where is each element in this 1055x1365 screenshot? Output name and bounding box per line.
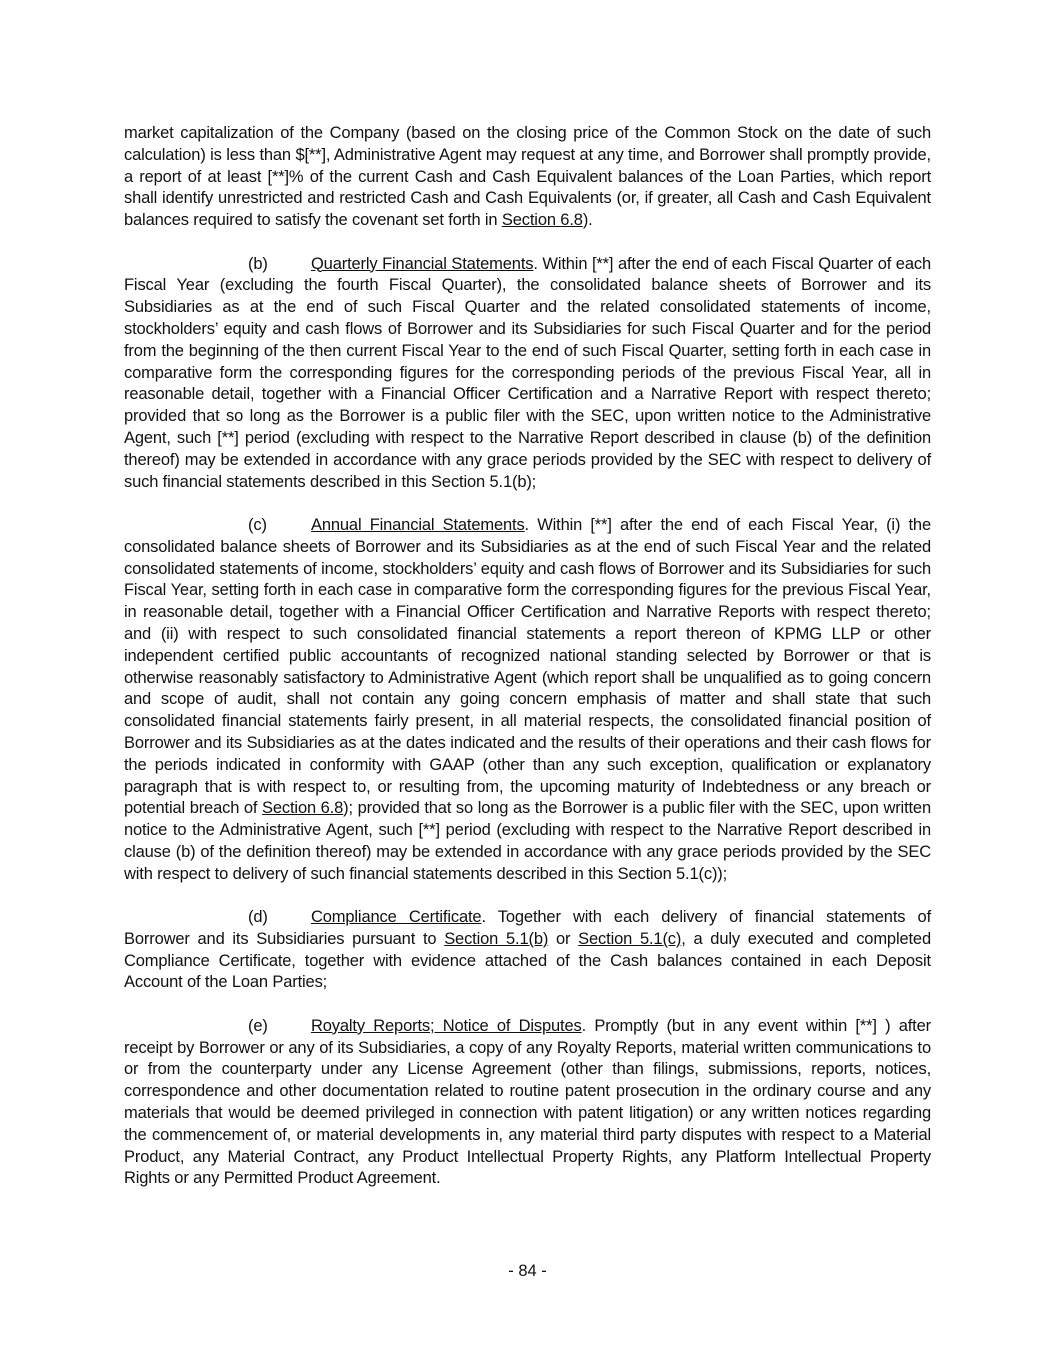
section-c-label: (c) xyxy=(248,515,267,534)
section-b-body: . Within [**] after the end of each Fiscal Quarter of each Fiscal Year (excluding the fourth Fiscal Quarter), the consolidated balance sheets of Borrower and its Subsidiaries as at the end of such Fiscal Quarter and the related consolidated statements of income, stockholders’ equity and cash flows of Borrower and its Subsidiaries for such Fiscal Quarter and for the period from the beginning of the then current Fiscal Year to the end of such Fiscal Quarter, setting forth in each case in comparative form the corresponding figures for the corresponding periods of the previous Fiscal Year, all in reasonable detail, together with a Financial Officer Certification and a Narrative Report with respect thereto; provided that so long as the Borrower is a public filer with the SEC, upon written notice to the Administrative Agent, such [**] period (excluding with respect to the Narrative Report described in clause (b) of the definition thereof) may be extended in accordance with any grace periods provided by the SEC with respect to delivery of such financial statements described in this Section 5.1(b); xyxy=(124,254,931,491)
section-c-body-end: ); provided that so long as the Borrower is a public filer with the SEC, upon written notice to the Administrative Agent, such [**] period (excluding with respect to the Narrative Report described in clause (b) of the definition thereof) may be extended in accordance with any grace periods provided by the SEC with respect to delivery of such financial statements described in this Section 5.1(c)); xyxy=(124,799,931,883)
section-d-heading: Compliance Certificate xyxy=(311,908,482,927)
intro-text-end: ). xyxy=(582,211,593,230)
section-b-heading: Quarterly Financial Statements xyxy=(311,254,534,273)
section-d-body-part3: , a duly executed and completed Compliance Certificate, together with evidence attached of the Cash balances contained in each Deposit Account of the Loan Parties; xyxy=(124,929,931,992)
section-c-paragraph xyxy=(124,515,931,886)
section-c-section-6-8-reference[interactable]: Section 6.8 xyxy=(262,799,344,818)
page-number: - 84 - xyxy=(508,1262,547,1280)
section-5-1-c-reference[interactable]: Section 5.1(c) xyxy=(578,929,682,948)
section-e-label: (e) xyxy=(248,1016,268,1035)
section-b-label: (b) xyxy=(248,254,268,273)
intro-text: market capitalization of the Company (based on the closing price of the Common Stock on the date of such calculation) is less than $[**], Administrative Agent may request at any time, and Borrower shall promptly provide, a report of at least [**]% of the current Cash and Cash Equivalent balances of the Loan Parties, which report shall identify unrestricted and restricted Cash and Cash Equivalents (or, if greater, all Cash and Cash Equivalent balances required to satisfy the covenant set forth in xyxy=(124,124,931,230)
section-6-8-reference[interactable]: Section 6.8 xyxy=(501,211,583,230)
section-d-body-part1: . Together with each delivery of financial statements of Borrower and its Subsidiaries pursuant to xyxy=(124,908,932,948)
section-d-label: (d) xyxy=(248,908,268,927)
section-b-paragraph xyxy=(124,254,931,494)
section-d-body-part2: or xyxy=(548,929,579,948)
section-e-body: . Promptly (but in any event within [**] ) after receipt by Borrower or any of its Subsidiaries, a copy of any Royalty Reports, material written communications to or from the counterparty under any License Agreement (other than filings, submissions, reports, notices, correspondence and other documentation related to routine patent prosecution in the ordinary course and any materials that would be deemed privileged in connection with patent litigation) or any written notices regarding the commencement of, or material developments in, any material third party disputes with respect to a Material Product, any Material Contract, any Product Intellectual Property Rights, any Platform Intellectual Property Rights or any Permitted Product Agreement. xyxy=(124,1016,931,1188)
section-c-body: . Within [**] after the end of each Fiscal Year, (i) the consolidated balance sheets of Borrower and its Subsidiaries as at the end of such Fiscal Year and the related consolidated statements of income, stockholders’ equity and cash flows of Borrower and its Subsidiaries for such Fiscal Year, setting forth in each case in comparative form the corresponding figures for the previous Fiscal Year, in reasonable detail, together with a Financial Officer Certification and Narrative Reports with respect thereto; and (ii) with respect to such consolidated financial statements a report thereon of KPMG LLP or other independent certified public accountants of recognized national standing selected by Borrower or that is otherwise reasonably satisfactory to Administrative Agent (which report shall be unqualified as to going concern and scope of audit, shall not contain any going concern emphasis of matter and shall state that such consolidated financial statements fairly present, in all material respects, the consolidated financial position of Borrower and its Subsidiaries as at the dates indicated and the results of their operations and their cash flows for the periods indicated in conformity with GAAP (other than any such exception, qualification or explanatory paragraph that is with respect to, or resulting from, the upcoming maturity of Indebtedness or any breach or potential breach of xyxy=(124,515,931,818)
section-e-heading: Royalty Reports; Notice of Disputes xyxy=(311,1016,582,1035)
section-c-heading: Annual Financial Statements xyxy=(311,515,525,534)
document-page xyxy=(124,123,931,1190)
section-5-1-b-reference[interactable]: Section 5.1(b) xyxy=(444,929,549,948)
section-e-paragraph xyxy=(124,1016,931,1190)
intro-paragraph xyxy=(124,123,931,232)
section-d-paragraph xyxy=(124,907,931,994)
